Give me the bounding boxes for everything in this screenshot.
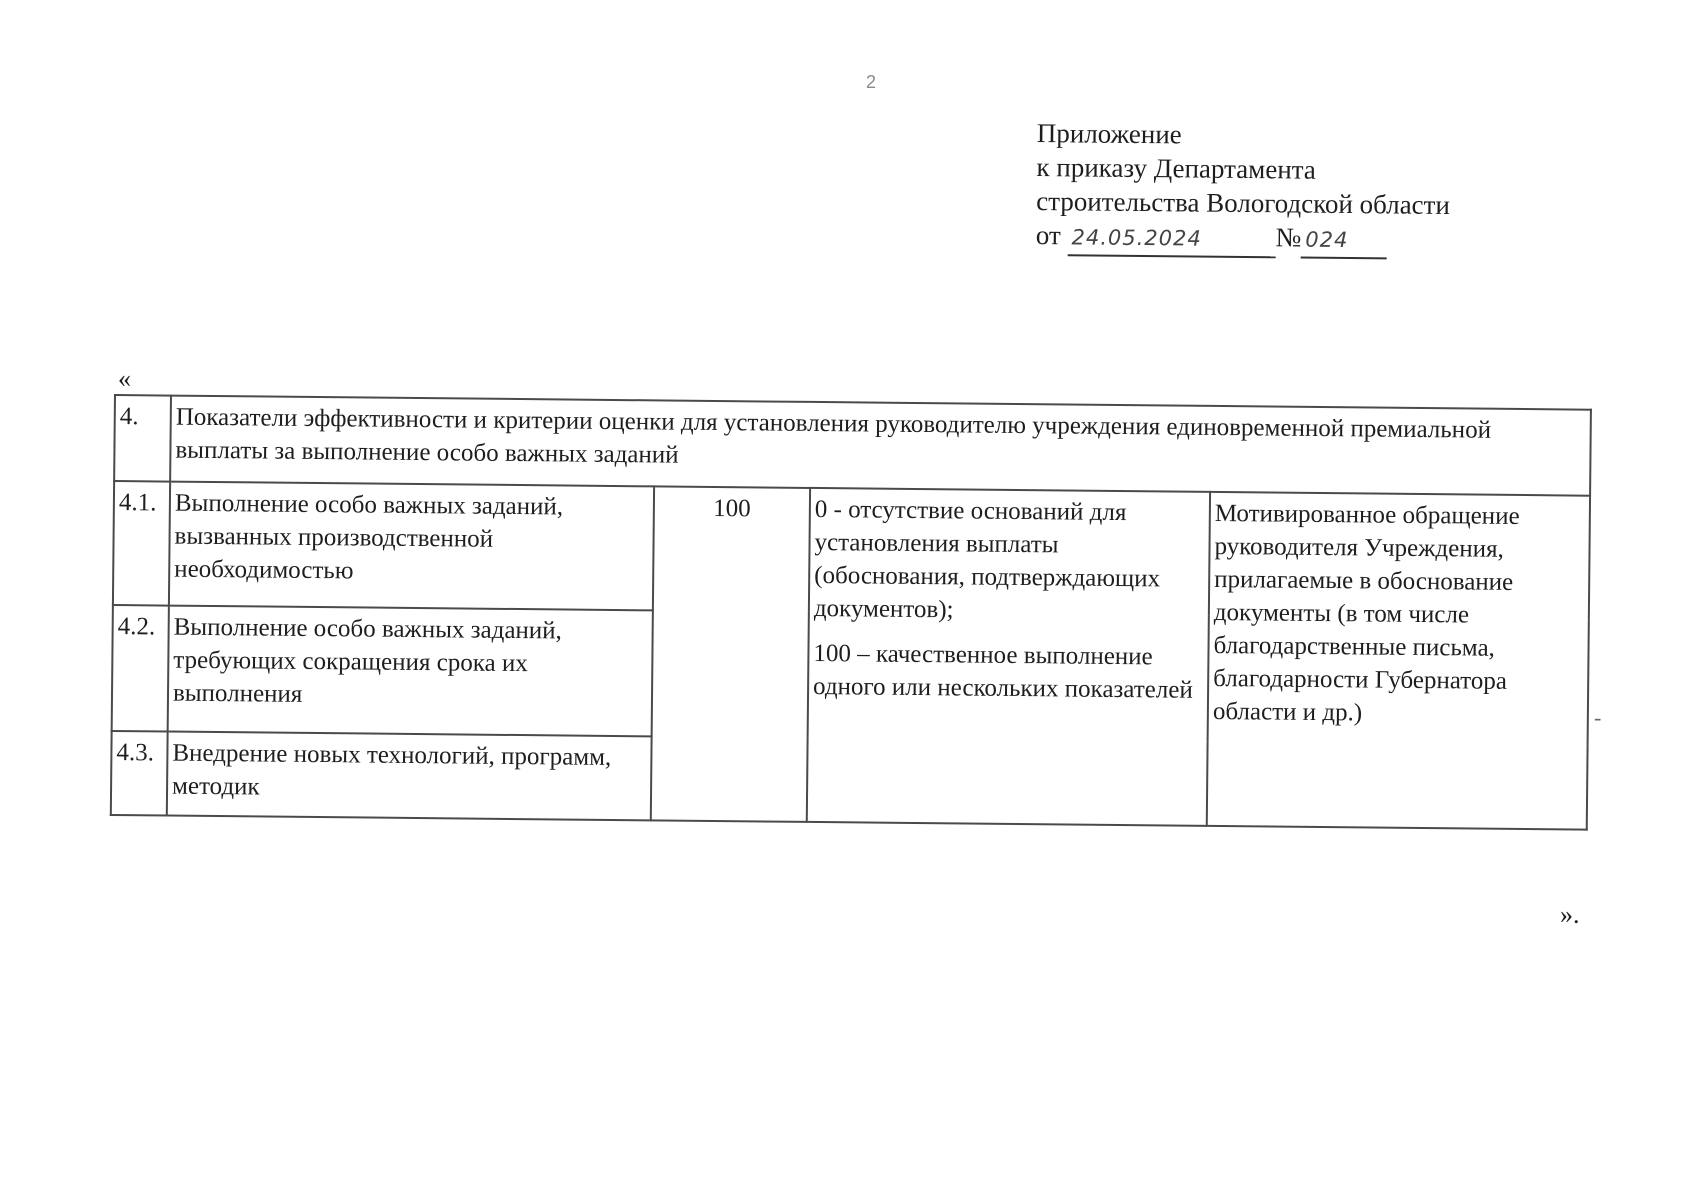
row-number: 4.2. [112, 605, 169, 732]
appendix-department-line: строительства Вологодской области [1036, 185, 1451, 220]
indicators-table-wrapper [110, 394, 1592, 831]
appendix-date-line [1036, 218, 1450, 260]
section-number: 4. [114, 395, 171, 482]
opening-quote: « [118, 364, 131, 393]
criteria-zero: 0 - отсутствие оснований для установления выплаты (обоснования, подтверждающих документов); [813, 495, 1161, 624]
appendix-header [1036, 116, 1451, 260]
documents-cell: Мотивированное обращение руководителя Учреждения, прилагаемые в обоснование документы (в том числе благодарственные письма, благодарности Губернатора области и др.) [1207, 492, 1590, 830]
closing-quote: ». [1560, 900, 1580, 929]
max-value-cell: 100 [651, 486, 810, 822]
criteria-hundred: 100 – качественное выполнение одного или нескольких показателей [812, 639, 1193, 704]
handwritten-date: 24.05.2024 [1067, 220, 1275, 258]
indicators-table [110, 394, 1592, 831]
margin-dash-mark: - [1594, 705, 1602, 730]
appendix-order-line: к приказу Департамента [1036, 151, 1317, 185]
indicator-name: Внедрение новых технологий, программ, методик [167, 732, 652, 821]
table-section-row [114, 395, 1591, 496]
section-title: Показатели эффективности и критерии оценки для установления руководителю учреждения единовременной премиальной выплаты за выполнение особо важных заданий [170, 396, 1591, 496]
row-number: 4.3. [111, 731, 168, 816]
table-row [113, 481, 1590, 620]
appendix-title: Приложение [1036, 117, 1182, 150]
handwritten-order-number: 024 [1301, 223, 1387, 260]
row-number: 4.1. [113, 481, 170, 606]
page-number: 2 [866, 72, 877, 92]
indicator-name: Выполнение особо важных заданий, вызванных производственной необходимостью [169, 482, 654, 611]
number-sign: № [1275, 222, 1302, 253]
indicator-name: Выполнение особо важных заданий, требующих сокращения срока их выполнения [168, 606, 653, 737]
date-prefix: от [1035, 219, 1061, 251]
criteria-cell [807, 488, 1210, 826]
